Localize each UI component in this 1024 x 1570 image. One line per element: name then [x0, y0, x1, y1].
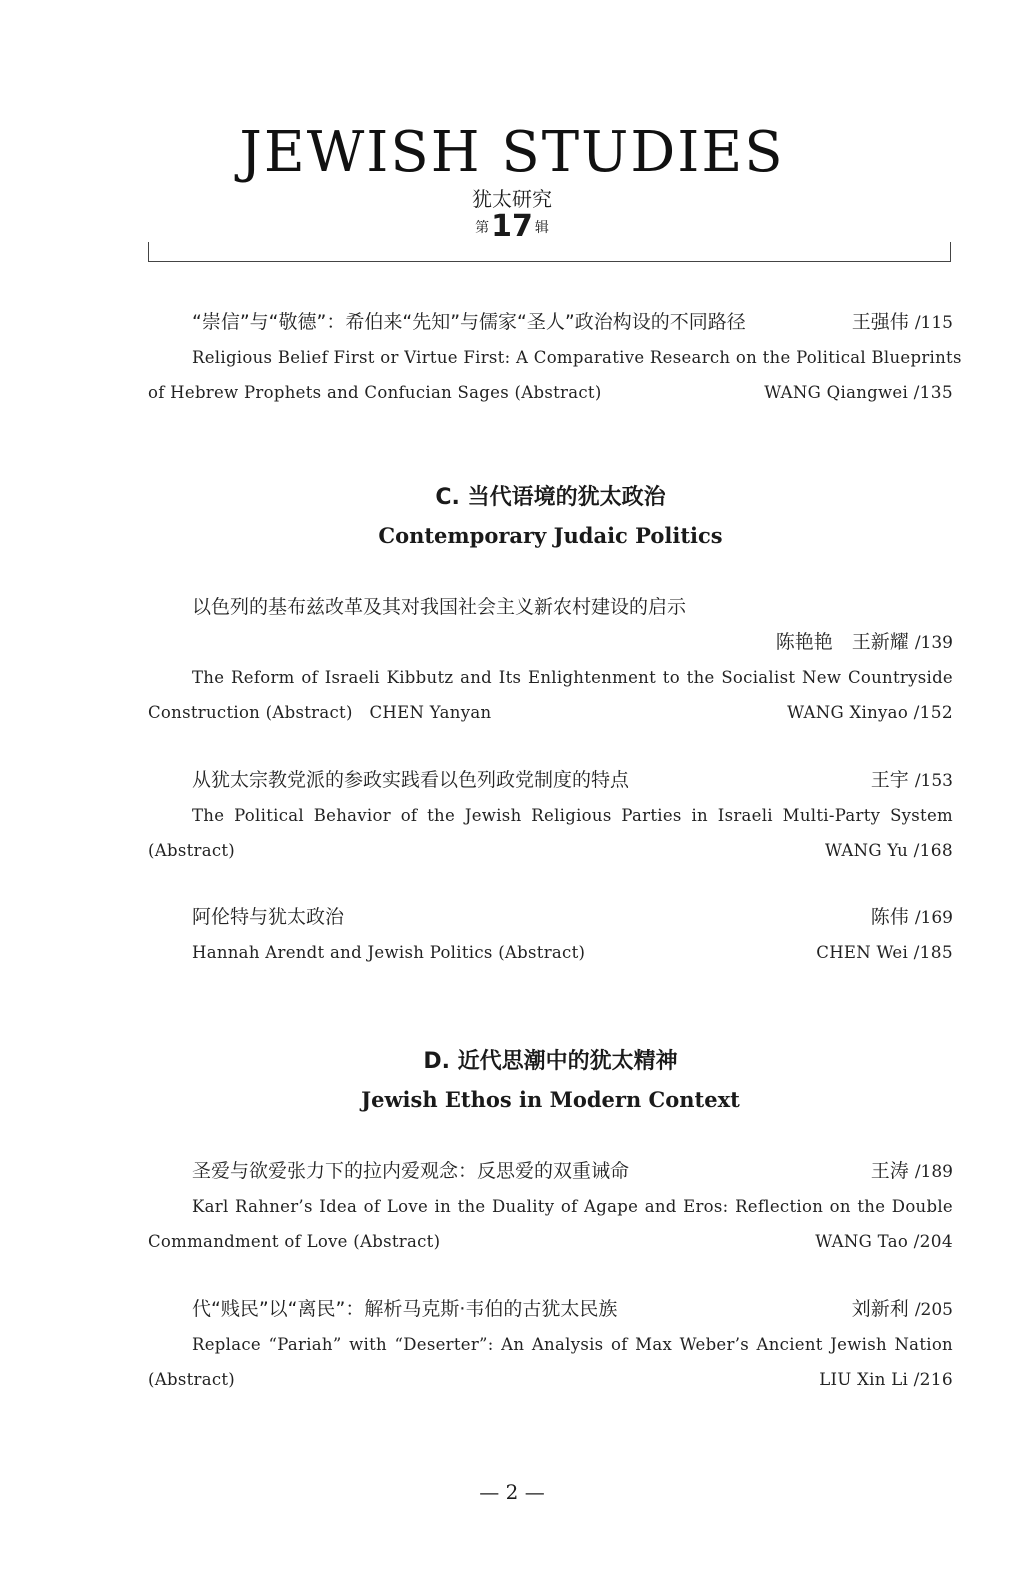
entry-zh-author: 王宇: [870, 769, 909, 791]
entry-en-line1: Religious Belief First or Virtue First: A Comparative Research on the Political Blueprints: [192, 348, 962, 367]
section-heading: [148, 1042, 953, 1118]
header-rule: [148, 242, 951, 262]
toc-entry: [148, 305, 962, 410]
entry-zh-author-page: [852, 305, 953, 341]
entry-zh-line: [148, 625, 953, 660]
entry-zh-page: /153: [914, 771, 953, 791]
entry-en-line1: Replace “Pariah” with “Deserter”: An Analysis of Max Weber’s Ancient Jewish Nation: [192, 1335, 953, 1354]
entry-en-line2: [148, 375, 953, 410]
entry-en-title-cont: (Abstract): [148, 1370, 236, 1389]
entry-en-author-page: [815, 1224, 953, 1260]
entry-en-author-page: [825, 833, 953, 869]
entry-zh-line: [148, 305, 953, 340]
entry-en-author-page: [787, 695, 953, 731]
issue-prefix: 第: [475, 220, 490, 236]
entry-en-author: WANG Yu: [824, 841, 909, 860]
entry-en-author-page: [764, 375, 953, 411]
entry-en-page: /216: [913, 1370, 953, 1390]
entry-en-line2: [148, 1224, 953, 1259]
entry-en-line2: [148, 833, 953, 868]
issue-num: 17: [491, 209, 533, 244]
issue-suffix: 辑: [534, 220, 549, 236]
entry-en-title: Hannah Arendt and Jewish Politics (Abstract): [192, 943, 586, 962]
page-number: — 2 —: [479, 1480, 545, 1504]
entry-zh-line: [148, 1154, 953, 1189]
entry-en-author-page: [819, 1362, 953, 1398]
entry-en-author: WANG Xinyao: [787, 703, 909, 722]
toc-entry: [148, 763, 953, 868]
entry-en-author-page: [816, 935, 953, 971]
entry-zh-author: 刘新利: [851, 1298, 909, 1320]
entry-en-line2: [148, 1362, 953, 1397]
entry-zh-title: 代“贱民”以“离民”：解析马克斯·韦伯的古犹太民族: [192, 1298, 618, 1320]
entry-zh-page: /189: [914, 1162, 953, 1182]
toc-entry: [148, 1292, 953, 1397]
entry-en-title-cont: Construction (Abstract) CHEN Yanyan: [148, 703, 492, 722]
entry-zh-author: 王涛: [870, 1160, 909, 1182]
section-zh-title: C. 当代语境的犹太政治: [435, 485, 666, 510]
entry-zh-author: 陈伟: [870, 906, 909, 928]
entry-en-line1: [148, 935, 953, 970]
entry-en-author: WANG Tao: [815, 1232, 909, 1251]
toc-entry: [148, 900, 953, 970]
entry-zh-line: [148, 763, 953, 798]
issue-number: [0, 209, 1024, 244]
entry-zh-page: /205: [914, 1300, 953, 1320]
entry-en-line2: [148, 695, 953, 730]
entry-en-page: /185: [913, 943, 953, 963]
entry-zh-author-page: [871, 763, 953, 799]
entry-zh-page: /115: [914, 313, 953, 333]
entry-zh-title: 以色列的基布兹改革及其对我国社会主义新农村建设的启示: [192, 596, 687, 618]
section-en-title: Jewish Ethos in Modern Context: [361, 1087, 740, 1112]
entry-zh-title: 从犹太宗教党派的参政实践看以色列政党制度的特点: [192, 769, 630, 791]
entry-en-title-cont: of Hebrew Prophets and Confucian Sages (Abstract): [148, 383, 602, 402]
entry-en-author: LIU Xin Li: [819, 1370, 909, 1389]
entry-en-page: /135: [913, 383, 953, 403]
entry-en-author: CHEN Wei: [816, 943, 909, 962]
masthead: [0, 118, 1024, 243]
section-zh-title: D. 近代思潮中的犹太精神: [423, 1049, 678, 1074]
entry-zh-page: /169: [914, 908, 953, 928]
entry-en-title-cont: (Abstract): [148, 841, 236, 860]
section-heading: [148, 478, 953, 554]
journal-title: JEWISH STUDIES: [239, 120, 785, 185]
entry-zh-author-page: [871, 900, 953, 936]
toc-entry: [148, 1154, 953, 1259]
entry-zh-title: 阿伦特与犹太政治: [192, 906, 345, 928]
entry-zh-page: /139: [914, 633, 953, 653]
entry-zh-author: 王强伟: [851, 311, 909, 333]
entry-en-line1: Karl Rahner’s Idea of Love in the Duality of Agape and Eros: Reflection on the Double: [192, 1197, 953, 1216]
entry-en-line1: The Reform of Israeli Kibbutz and Its Enlightenment to the Socialist New Countryside: [192, 668, 953, 687]
entry-en-title-cont: Commandment of Love (Abstract): [148, 1232, 441, 1251]
entry-en-author: WANG Qiangwei: [764, 383, 909, 402]
entry-en-line1: The Political Behavior of the Jewish Religious Parties in Israeli Multi-Party System: [192, 806, 953, 825]
entry-en-page: /204: [913, 1232, 953, 1252]
entry-zh-title: 圣爱与欲爱张力下的拉内爱观念：反思爱的双重诫命: [192, 1160, 630, 1182]
entry-en-page: /152: [913, 703, 953, 723]
entry-zh-author: 陈艳艳 王新耀: [775, 631, 909, 653]
entry-zh-author-page: [852, 1292, 953, 1328]
toc-entry: [148, 590, 953, 730]
entry-zh-title: “崇信”与“敬德”：希伯来“先知”与儒家“圣人”政治构设的不同路径: [192, 311, 746, 333]
entry-zh-line: [148, 1292, 953, 1327]
entry-zh-line: [148, 900, 953, 935]
section-en-title: Contemporary Judaic Politics: [378, 523, 723, 548]
entry-zh-author-page: [871, 1154, 953, 1190]
entry-en-page: /168: [913, 841, 953, 861]
journal-subtitle: 犹太研究: [472, 187, 552, 211]
entry-zh-author-page: [776, 625, 953, 661]
